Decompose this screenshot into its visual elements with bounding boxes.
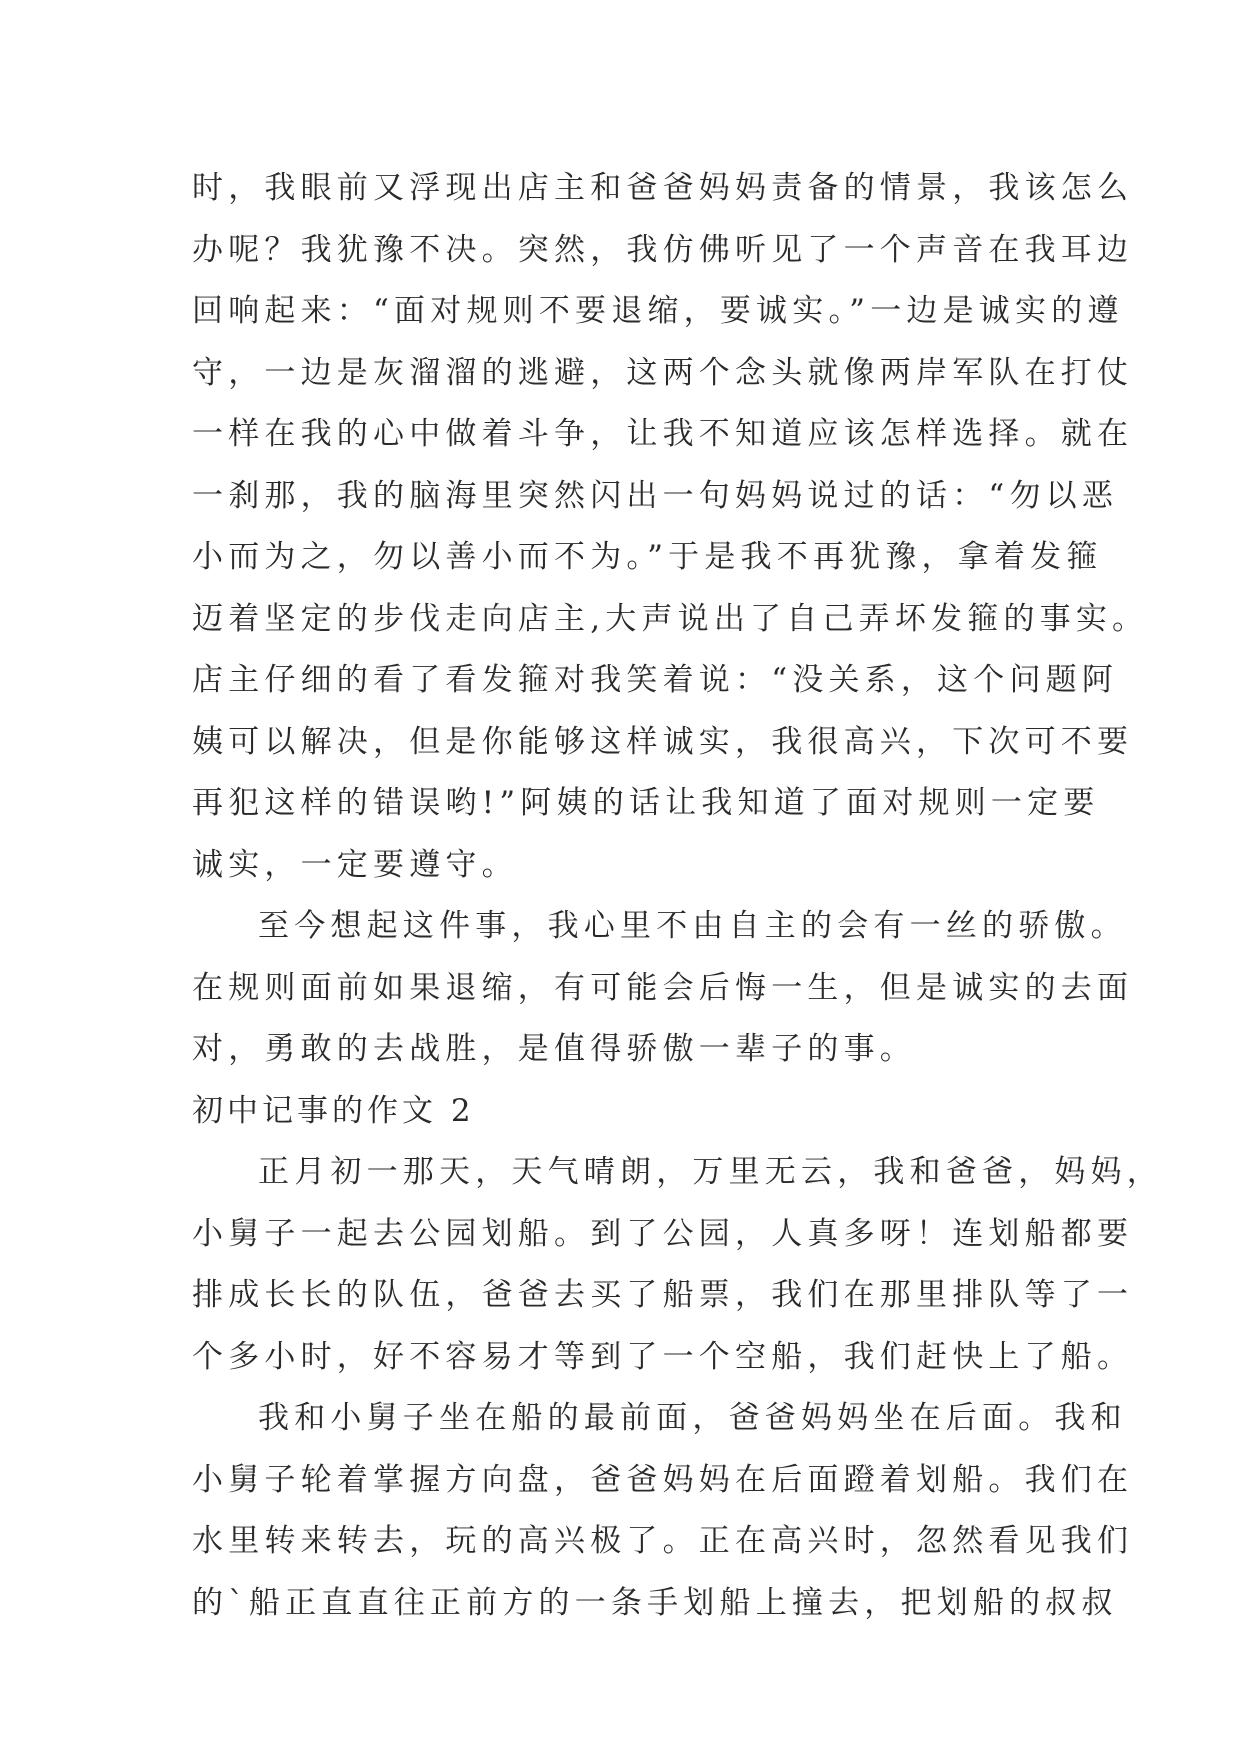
text-line: 一刹那，我的脑海里突然闪出一句妈妈说过的话：“勿以恶 (192, 477, 1119, 514)
section-heading: 初中记事的作文 2 (192, 1092, 475, 1129)
text-line: 回响起来：“面对规则不要退缩，要诚实。”一边是诚实的遵 (192, 293, 1124, 329)
text-line: 小舅子一起去公园划船。到了公园，人真多呀！连划船都要 (192, 1215, 1134, 1252)
text-line: 小而为之，勿以善小而不为。”于是我不再犹豫，拿着发箍 (192, 539, 1103, 575)
text-line: 店主仔细的看了看发箍对我笑着说：“没关系，这个问题阿 (192, 662, 1119, 698)
paragraph-first-line: 至今想起这件事，我心里不由自主的会有一丝的骄傲。 (258, 908, 1127, 944)
text-line: 对，勇敢的去战胜，是值得骄傲一辈子的事。 (192, 1031, 916, 1067)
text-line: 排成长长的队伍，爸爸去买了船票，我们在那里排队等了一 (192, 1277, 1134, 1313)
text-line: 诚实，一定要遵守。 (192, 846, 518, 883)
document-body (192, 158, 1163, 1634)
text-line: 办呢？我犹豫不决。突然，我仿佛听见了一个声音在我耳边 (192, 231, 1134, 268)
text-line: 姨可以解决，但是你能够这样诚实，我很高兴，下次可不要 (192, 723, 1134, 760)
text-line: 守，一边是灰溜溜的逃避，这两个念头就像两岸军队在打仗 (192, 354, 1134, 391)
text-line: 再犯这样的错误哟!”阿姨的话让我知道了面对规则一定要 (192, 785, 1100, 821)
paragraph-first-line: 正月初一那天，天气晴朗，万里无云，我和爸爸，妈妈， (258, 1154, 1163, 1190)
text-line: 小舅子轮着掌握方向盘，爸爸妈妈在后面蹬着划船。我们在 (192, 1461, 1134, 1498)
text-line: 迈着坚定的步伐走向店主,大声说出了自己弄坏发箍的事实。 (192, 600, 1149, 637)
text-line: 一样在我的心中做着斗争，让我不知道应该怎样选择。就在 (192, 416, 1134, 452)
text-line: 水里转来转去，玩的高兴极了。正在高兴时，忽然看见我们 (192, 1523, 1134, 1559)
text-line: 个多小时，好不容易才等到了一个空船，我们赶快上了船。 (192, 1338, 1134, 1375)
text-line: 时，我眼前又浮现出店主和爸爸妈妈责备的情景，我该怎么 (192, 170, 1134, 206)
paragraph-first-line: 我和小舅子坐在船的最前面，爸爸妈妈坐在后面。我和 (258, 1400, 1127, 1436)
text-line: 的`船正直直往正前方的一条手划船上撞去，把划船的叔叔 (192, 1584, 1118, 1621)
text-line: 在规则面前如果退缩，有可能会后悔一生，但是诚实的去面 (192, 969, 1134, 1006)
